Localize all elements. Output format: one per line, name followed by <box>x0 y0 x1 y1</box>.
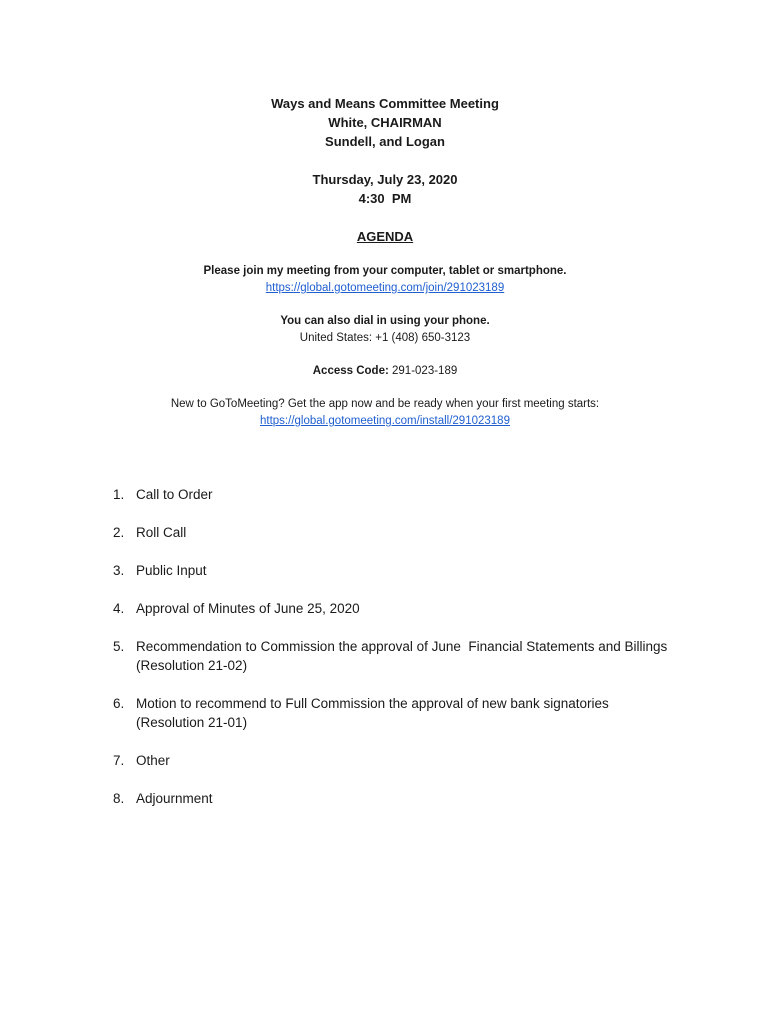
agenda-item-number: 1. <box>113 487 125 502</box>
agenda-item-text-line1: Recommendation to Commission the approval of June Financial Statements and Billings <box>136 639 668 654</box>
meeting-time: 4:30 PM <box>358 191 412 206</box>
meeting-title: Ways and Means Committee Meeting <box>271 96 499 111</box>
agenda-item-text: Roll Call <box>136 525 187 540</box>
agenda-item-text: Other <box>136 753 170 768</box>
agenda-item-text: Adjournment <box>136 791 213 806</box>
agenda-item-text <box>136 637 713 675</box>
join-link-wrap <box>0 280 770 297</box>
members-line: Sundell, and Logan <box>325 134 445 149</box>
chairman-line: White, CHAIRMAN <box>328 115 442 130</box>
agenda-item-text: Call to Order <box>136 487 213 502</box>
agenda-item-text-line2: (Resolution 21-01) <box>136 715 248 730</box>
agenda-heading: AGENDA <box>356 229 414 244</box>
agenda-item-number: 4. <box>113 601 125 616</box>
agenda-item-financial-statements <box>113 637 713 675</box>
access-code-line <box>0 363 770 380</box>
agenda-item-roll-call <box>113 523 713 542</box>
agenda-item-number: 5. <box>113 639 125 654</box>
agenda-item-bank-signatories <box>113 694 713 732</box>
dial-prompt: You can also dial in using your phone. <box>280 315 490 327</box>
agenda-item-text-line2: (Resolution 21-02) <box>136 658 248 673</box>
join-link[interactable]: https://global.gotomeeting.com/join/291023189 <box>265 282 505 294</box>
agenda-item-other <box>113 751 713 770</box>
access-code-label: Access Code: <box>312 365 389 377</box>
agenda-item-text: Public Input <box>136 563 207 578</box>
agenda-item-adjournment <box>113 789 713 808</box>
dial-number: United States: +1 (408) 650-3123 <box>299 332 471 344</box>
install-link-wrap <box>0 413 770 430</box>
agenda-list <box>113 485 713 827</box>
agenda-item-approval-minutes <box>113 599 713 618</box>
install-prompt: New to GoToMeeting? Get the app now and be ready when your first meeting starts: <box>170 398 600 410</box>
agenda-item-number: 2. <box>113 525 125 540</box>
meeting-date: Thursday, July 23, 2020 <box>312 172 458 187</box>
access-code-value: 291-023-189 <box>392 365 458 377</box>
agenda-item-public-input <box>113 561 713 580</box>
install-link[interactable]: https://global.gotomeeting.com/install/291023189 <box>260 415 510 427</box>
agenda-item-text: Approval of Minutes of June 25, 2020 <box>136 601 360 616</box>
agenda-item-number: 7. <box>113 753 125 768</box>
agenda-item-text <box>136 694 713 732</box>
agenda-item-call-to-order <box>113 485 713 504</box>
agenda-item-number: 6. <box>113 696 125 711</box>
agenda-item-number: 8. <box>113 791 125 806</box>
agenda-item-text-line1: Motion to recommend to Full Commission the approval of new bank signatories <box>136 696 609 711</box>
agenda-item-number: 3. <box>113 563 125 578</box>
join-prompt: Please join my meeting from your computer, tablet or smartphone. <box>203 265 567 277</box>
agenda-heading-wrap <box>0 227 770 246</box>
